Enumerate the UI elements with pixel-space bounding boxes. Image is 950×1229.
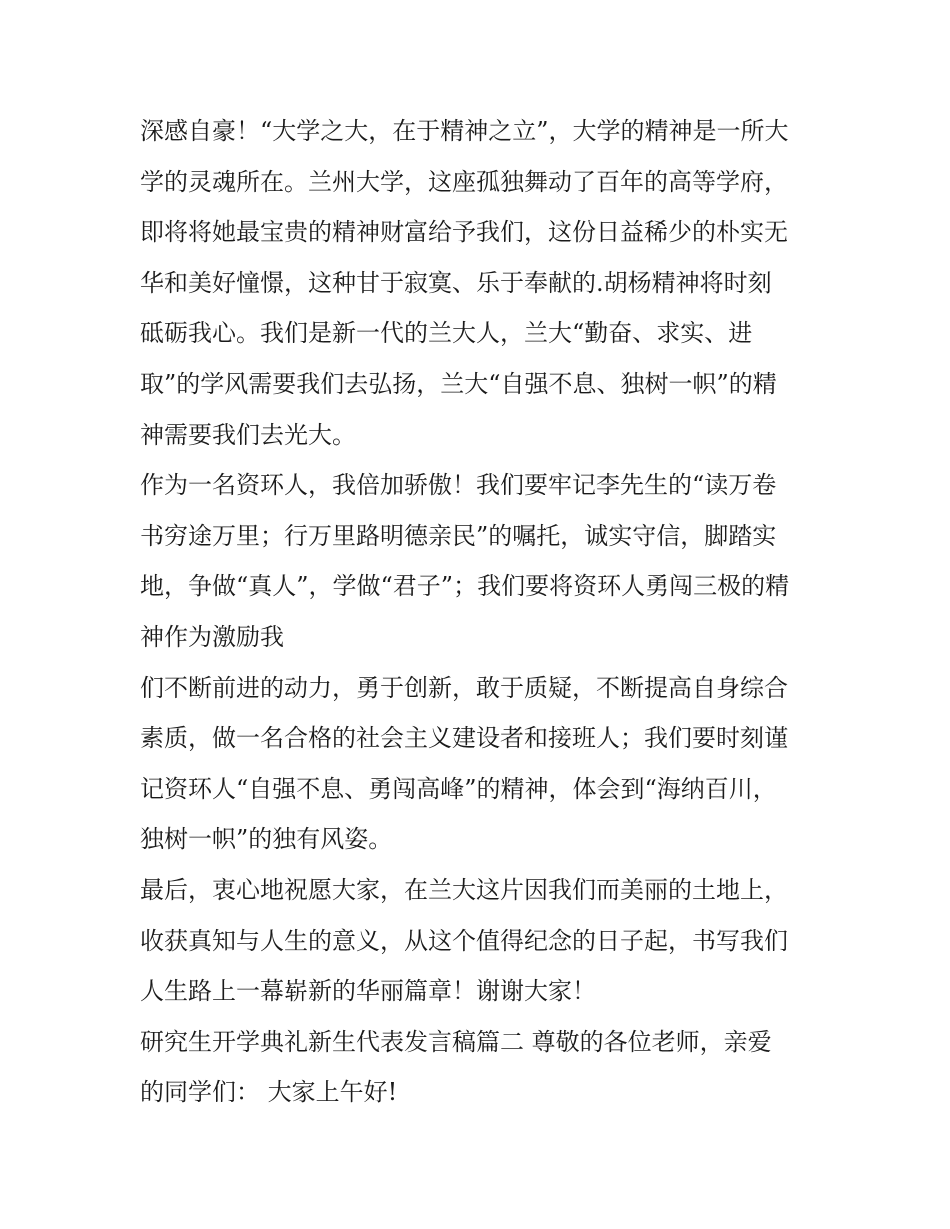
text-line: 记资环人“自强不息、勇闯高峰”的精神，体会到“海纳百川， <box>140 774 777 803</box>
text-line: 书穷途万里；行万里路明德亲民”的嘱托，诚实守信，脚踏实 <box>140 521 777 550</box>
text-line: 取”的学风需要我们去弘扬，兰大“自强不息、独树一帜”的精 <box>140 369 777 398</box>
text-line: 神需要我们去光大。 <box>140 420 356 449</box>
text-line: 研究生开学典礼新生代表发言稿篇二 尊敬的各位老师，亲爱 <box>140 1027 772 1056</box>
text-line: 独树一帜”的独有风姿。 <box>140 825 393 854</box>
text-line: 华和美好憧憬，这种甘于寂寞、乐于奉献的.胡杨精神将时刻 <box>140 268 772 297</box>
text-line: 地，争做“真人”，学做“君子”；我们要将资环人勇闯三极的精 <box>140 572 790 601</box>
text-line: 收获真知与人生的意义，从这个值得纪念的日子起，书写我们 <box>140 926 788 955</box>
text-line: 学的灵魂所在。兰州大学，这座孤独舞动了百年的高等学府， <box>140 167 788 196</box>
text-line: 深感自豪！“大学之大，在于精神之立”，大学的精神是一所大 <box>140 117 789 145</box>
text-line: 作为一名资环人，我倍加骄傲！我们要牢记李先生的“读万卷 <box>140 471 777 500</box>
text-line: 最后，衷心地祝愿大家，在兰大这片因我们而美丽的土地上， <box>140 875 788 904</box>
text-line: 的同学们： 大家上午好! <box>140 1078 398 1107</box>
text-line: 即将将她最宝贵的精神财富给予我们，这份日益稀少的朴实无 <box>140 218 788 247</box>
text-line: 神作为激励我 <box>140 622 284 651</box>
text-line: 们不断前进的动力，勇于创新，敢于质疑，不断提高自身综合 <box>140 673 788 702</box>
text-line: 素质，做一名合格的社会主义建设者和接班人；我们要时刻谨 <box>140 724 788 753</box>
text-line: 砥砺我心。我们是新一代的兰大人，兰大“勤奋、求实、进 <box>140 319 753 348</box>
document-body <box>140 106 820 1118</box>
text-line: 人生路上一幕崭新的华丽篇章！谢谢大家！ <box>140 977 596 1006</box>
